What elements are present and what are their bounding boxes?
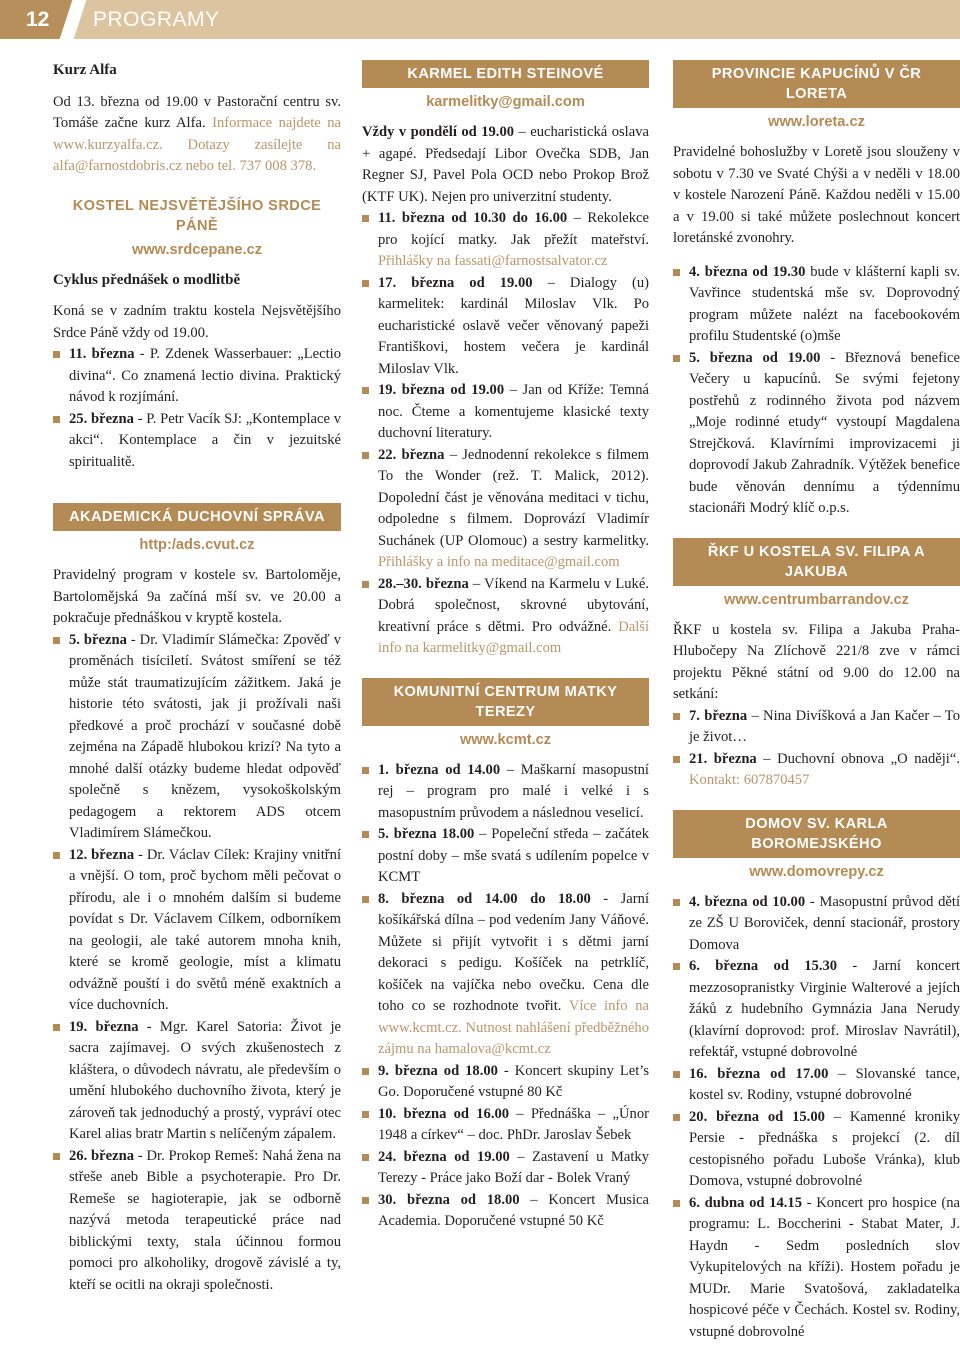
karmel-intro: Vždy v pondělí od 19.00 – eucharistická oslava + agapé. Předsedají Libor Ovečka SDB, Jan Regner SJ, Pavel Pola OCD nebo Prokop Brož (KTF UK). Nejen pro univerzitní studenty. bbox=[362, 124, 649, 205]
domov-title: DOMOV SV. KARLA BOROMEJSKÉHO bbox=[673, 810, 960, 858]
rkf-intro: ŘKF u kostela sv. Filipa a Jakuba Praha-Hlubočepy Na Zlíchově 221/8 zve v rámci projektu Pěkné státní od 9.00 do 12.00 na setkání: bbox=[673, 621, 960, 702]
kcmt-title: KOMUNITNÍ CENTRUM MATKY TEREZY bbox=[362, 678, 649, 726]
list-item: 7. března – Nina Divíšková a Jan Kačer – To je život… bbox=[673, 706, 960, 749]
list-item: 6. dubna od 14.15 - Koncert pro hospice (na programu: L. Boccherini - Stabat Mater, J. Haydn - Sedm posledních slov Vykupitelových na kříži). Hostem pořadu je MUDr. Marie Svatošová, zakladatelka hospicové péče v Čechách. Kostel sv. Rodiny, vstupné dobrovolné bbox=[673, 1193, 960, 1344]
list-item: 19. března - Mgr. Karel Satoria: Život je sacra zajímavej. O svých zkušenostech z kláštera, o důvodech návratu, ale především o umění hlubokého duchovního života, který je zároveň tak jednoduchý a prostý, vypráví otec Karel alias bratr Martin s nelíčeným zápalem. bbox=[53, 1017, 341, 1146]
list-item: 11. března - P. Zdenek Wasserbauer: „Lectio divina“. Co znamená lectio divina. Praktický návod k rozjímání. bbox=[53, 344, 341, 409]
srdce-subtitle: Cyklus přednášek o modlitbě bbox=[53, 271, 241, 288]
list-item: 4. března od 19.30 bude v klášterní kapli sv. Vavřince studentská mše sv. Doprovodný program můžete nalézt na facebookovém profilu Studentské (o)mše bbox=[673, 262, 960, 348]
column-right bbox=[673, 60, 960, 1343]
ads-intro: Pravidelný program v kostele sv. Bartoloměje, Bartolomějská 9a začíná mší sv. ve 20.00 a pokračuje přednáškou v kryptě kostela. bbox=[53, 567, 341, 626]
ads-list bbox=[53, 630, 341, 1297]
list-item: 20. března od 15.00 – Kamenné kroniky Persie - přednáška s projekcí (2. díl cestopisného pořadu Luboše Vránka), klub Domova, vstupné dobrovolné bbox=[673, 1107, 960, 1193]
kcmt-web-link[interactable]: www.kcmt.cz bbox=[459, 731, 552, 748]
srdce-intro: Koná se v zadním traktu kostela Nejsvětějšího Srdce Páně vždy od 19.00. bbox=[53, 303, 341, 341]
list-item: 5. března 18.00 – Popeleční středa – začátek postní doby – mše svatá s udílením popelce v KCMT bbox=[362, 824, 649, 889]
list-item: 6. března od 15.30 - Jarní koncert mezzosopranistky Virginie Walterové a jejích žáků z hudebního Gymnázia Jana Nerudy (klavírní doprovod: prof. Miroslav Navrátil), refektář, vstupné dobrovolné bbox=[673, 956, 960, 1064]
karmel-list bbox=[362, 208, 649, 660]
alfa-text-1: Od 13. března od 19.00 v Pastorační centru sv. Tomáše začne kurz Alfa. bbox=[53, 93, 341, 131]
list-item: 8. března od 14.00 do 18.00 - Jarní košíkářská dílna – pod vedením Jany Váňové. Můžete si přijít vytvořit i s dětmi jarní dekoraci s pedigu. Košíček na petrklíč, košíček na vajíčka nebo ovečku. Cena dle toho co se rozhodnote tvořit. Více info na www.kcmt.cz. Nutnost nahlášení předběžného zájmu na hamalova@kcmt.cz bbox=[362, 889, 649, 1061]
list-item: 10. března od 16.00 – Přednáška – „Únor 1948 a církev“ – doc. PhDr. Jaroslav Šebek bbox=[362, 1104, 649, 1147]
loreta-title: PROVINCIE KAPUCÍNŮ V ČR LORETA bbox=[673, 60, 960, 108]
srdce-web-link[interactable]: www.srdcepane.cz bbox=[131, 241, 263, 258]
karmel-email-link[interactable]: karmelitky@gmail.com bbox=[426, 94, 585, 110]
item-link[interactable]: Více info na www.kcmt.cz. Nutnost nahlášení předběžného zájmu na hamalova@kcmt.cz bbox=[378, 998, 649, 1057]
list-item: 19. března od 19.00 – Jan od Kříže: Temná noc. Čteme a komentujeme klasické texty duchovní literatury. bbox=[362, 380, 649, 445]
column-left bbox=[53, 60, 341, 1296]
alfa-text bbox=[53, 92, 341, 178]
list-item: 5. března - Dr. Vladimír Slámečka: Zpověď v proměnách tisíciletí. Svátost smíření se též může stát traumatizujícím zážitkem. Jaká je historie této svátosti, jak ji prožívali naši předkové a proč prochází v současné době zejména na Západě hlubokou krizí? Na tyto a mnohé další otázky budeme hledat odpověď společně s knězem, vysokoškolským pedagogem a rektorem ADS otcem Vladimírem Slámečkou. bbox=[53, 630, 341, 845]
list-item: 21. března – Duchovní obnova „O naději“. Kontakt: 607870457 bbox=[673, 749, 960, 792]
alfa-contact-link[interactable]: Informace najdete na www.kurzyalfa.cz. Dotazy zasílejte na alfa@farnostdobris.cz nebo tel. 737 008 378. bbox=[53, 115, 341, 174]
karmel-title: KARMEL EDITH STEINOVÉ bbox=[362, 60, 649, 88]
list-item: 17. března od 19.00 – Dialogy (u) karmelitek: kardinál Miloslav Vlk. Po eucharistické oslavě večer věnovaný papeži Františkovi, hostem večera je kardinál Miloslav Vlk. bbox=[362, 273, 649, 381]
alfa-title: Kurz Alfa bbox=[53, 62, 117, 78]
column-middle bbox=[362, 60, 649, 1233]
srdce-list bbox=[53, 344, 341, 473]
list-item: 26. března - Dr. Prokop Remeš: Nahá žena na střeše aneb Bible a psychoterapie. Pro Dr. Remeše se hagioterapie, jak se odborně nazývá metoda terapeutické práce nad biblickými texty, stala účinnou formou pomoci pro alkoholiky, drogově závislé a ty, kteří se ocitli na okraji společnosti. bbox=[53, 1146, 341, 1297]
list-item: 5. března od 19.00 - Březnová benefice Večery u kapucínů. Se svými fejetony postřehů z rodinného života pod názvem „Moje rodinné etudy“ vystoupí Magdalena Strejčková. Klavírními improvizacemi ji doprovodí Jakub Zahradník. Výtěžek benefice bude věnován dennímu a týdennímu stacionáři Modrý klíč o.p.s. bbox=[673, 348, 960, 520]
rkf-web-link[interactable]: www.centrumbarrandov.cz bbox=[724, 591, 909, 608]
item-link[interactable]: Další info na karmelitky@gmail.com bbox=[378, 618, 649, 656]
list-item: 28.–30. března – Víkend na Karmelu v Luké. Dobrá společnost, skrovné ubytování, kreativní práce s dětmi. Pro odvážné. Další info na karmelitky@gmail.com bbox=[362, 574, 649, 660]
section-title: PROGRAMY bbox=[93, 8, 220, 31]
list-item: 22. března – Jednodenní rekolekce s filmem To the Wonder (rež. T. Malick, 2012). Dopolední část je věnována meditaci v tichu, odpoledne s filmem. Doprovází Vladimír Suchánek (UP Olomouc) a sestry karmelitky. Přihlášky a info na meditace@gmail.com bbox=[362, 445, 649, 574]
loreta-intro: Pravidelné bohoslužby v Loretě jsou slouženy v sobotu v 7.30 ve Svaté Chýši a v neděli v 18.00 v kostele Narození Páně. Každou neděli v 15.00 a v 19.00 si také můžete poslechnout koncert loretánské zvonohry. bbox=[673, 144, 960, 246]
loreta-list bbox=[673, 262, 960, 520]
rkf-title: ŘKF U KOSTELA SV. FILIPA A JAKUBA bbox=[673, 538, 960, 586]
item-link[interactable]: Kontakt: 607870457 bbox=[689, 772, 810, 788]
kcmt-list bbox=[362, 760, 649, 1233]
list-item: 30. března od 18.00 – Koncert Musica Academia. Doporučené vstupné 50 Kč bbox=[362, 1190, 649, 1233]
list-item: 25. března - P. Petr Vacík SJ: „Kontemplace v akci“. Kontemplace a čin v jezuitské spiritualitě. bbox=[53, 409, 341, 474]
domov-list bbox=[673, 892, 960, 1344]
ads-web-link[interactable]: http:/ads.cvut.cz bbox=[139, 537, 255, 553]
page-number: 12 bbox=[0, 0, 74, 39]
srdce-title: KOSTEL NEJSVĚTĚJŠÍHO SRDCE PÁNĚ bbox=[72, 197, 322, 234]
list-item: 11. března od 10.30 do 16.00 – Rekolekce pro kojící matky. Jak přežít mateřství. Přihlášky na fassati@farnostsalvator.cz bbox=[362, 208, 649, 273]
rkf-list bbox=[673, 706, 960, 792]
ads-title: AKADEMICKÁ DUCHOVNÍ SPRÁVA bbox=[53, 503, 341, 531]
loreta-web-link[interactable]: www.loreta.cz bbox=[768, 114, 865, 130]
list-item: 9. března od 18.00 - Koncert skupiny Let’s Go. Doporučené vstupné 80 Kč bbox=[362, 1061, 649, 1104]
list-item: 16. března od 17.00 – Slovanské tance, kostel sv. Rodiny, vstupné dobrovolné bbox=[673, 1064, 960, 1107]
page-header bbox=[0, 0, 960, 39]
item-link[interactable]: Přihlášky na fassati@farnostsalvator.cz bbox=[378, 253, 608, 269]
domov-web-link[interactable]: www.domovrepy.cz bbox=[749, 863, 884, 880]
list-item: 1. března od 14.00 – Maškarní masopustní rej – program pro malé i velké i s masopustním průvodem a následnou veselicí. bbox=[362, 760, 649, 825]
list-item: 12. března - Dr. Václav Cílek: Krajiny vnitřní a vnější. O tom, proč bychom měli pečovat o přírodu, ale i o mnohém dalším si budeme povídat s Dr. Václavem Cílkem, odborníkem na geologii, ale také autorem mnoha knih, které se kromě geologie, míst a klimatu odvážně pouští i do světů méně exaktních a více duchovních. bbox=[53, 845, 341, 1017]
list-item: 24. března od 19.00 – Zastavení u Matky Terezy - Práce jako Boží dar - Bolek Vraný bbox=[362, 1147, 649, 1190]
item-link[interactable]: Přihlášky a info na meditace@gmail.com bbox=[378, 554, 620, 570]
list-item: 4. března od 10.00 - Masopustní průvod dětí ze ZŠ U Boroviček, denní stacionář, prostory Domova bbox=[673, 892, 960, 957]
